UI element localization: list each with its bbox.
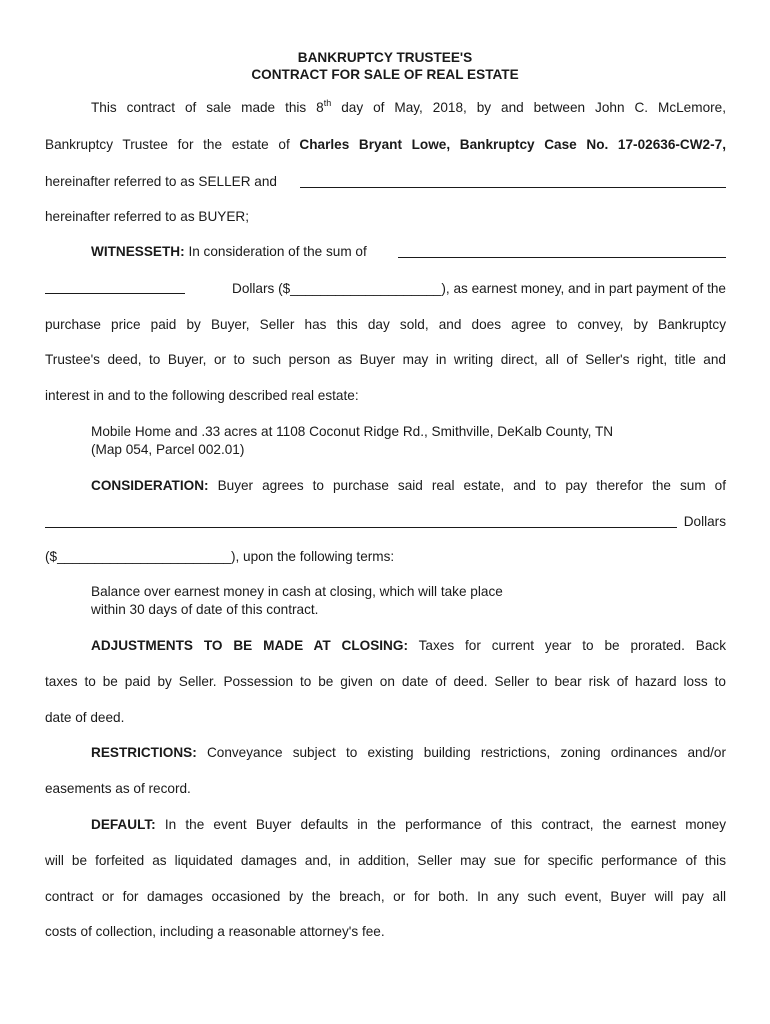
restrictions-label: RESTRICTIONS: xyxy=(91,745,197,760)
intro-line-3: hereinafter referred to as SELLER and xyxy=(45,174,277,189)
intro-line-4: hereinafter referred to as BUYER; xyxy=(45,209,249,224)
restrictions-line-2: easements as of record. xyxy=(45,781,191,796)
earnest-sum-blank[interactable] xyxy=(398,257,726,258)
default-line-3: contract or for damages occasioned by the breach, or for both. In any such event, Buyer will pay all xyxy=(45,889,726,904)
restrictions-line-1: RESTRICTIONS: Conveyance subject to existing building restrictions, zoning ordinances and/or xyxy=(91,745,727,760)
intro-line-1: This contract of sale made this 8th day of May, 2018, by and between John C. McLemore, xyxy=(91,98,726,115)
consideration-line-3: ($_______________________), upon the following terms: xyxy=(45,549,395,564)
property-line-2: (Map 054, Parcel 002.01) xyxy=(91,442,245,457)
witness-line-4: Trustee's deed, to Buyer, or to such person as Buyer may in writing direct, all of Seller's right, title and xyxy=(45,352,726,367)
consideration-label: CONSIDERATION: xyxy=(91,478,209,493)
document-title-line2: CONTRACT FOR SALE OF REAL ESTATE xyxy=(251,67,519,82)
witness-line-5: interest in and to the following described real estate: xyxy=(45,388,359,403)
adjustments-line-1: ADJUSTMENTS TO BE MADE AT CLOSING: Taxes for current year to be prorated. Back xyxy=(91,638,726,653)
default-line-1: DEFAULT: In the event Buyer defaults in the performance of this contract, the earnest money xyxy=(91,817,726,832)
witnesseth-label: WITNESSETH: xyxy=(91,244,185,259)
consideration-dollars: Dollars xyxy=(683,514,726,529)
buyer-name-blank[interactable] xyxy=(300,187,726,188)
default-line-2: will be forfeited as liquidated damages and, in addition, Seller may sue for specific performance of this xyxy=(45,853,726,868)
property-line-1: Mobile Home and .33 acres at 1108 Coconut Ridge Rd., Smithville, DeKalb County, TN xyxy=(91,424,614,439)
witness-line-1: WITNESSETH: In consideration of the sum of xyxy=(91,244,367,259)
witness-line-2: Dollars ($____________________), as earnest money, and in part payment of the xyxy=(232,281,726,296)
intro-line-2: Bankruptcy Trustee for the estate of Charles Bryant Lowe, Bankruptcy Case No. 17-02636-CW2-7, xyxy=(45,137,726,152)
debtor-name: Charles Bryant Lowe, Bankruptcy Case No. 17-02636-CW2-7, xyxy=(299,137,726,152)
terms-line-2: within 30 days of date of this contract. xyxy=(91,602,319,617)
earnest-words-blank[interactable] xyxy=(45,293,185,294)
adjustments-line-2: taxes to be paid by Seller. Possession to be given on date of deed. Seller to bear risk of hazard loss to xyxy=(45,674,726,689)
consideration-line-1: CONSIDERATION: Buyer agrees to purchase said real estate, and to pay therefor the sum of xyxy=(91,478,726,493)
consideration-sum-blank[interactable] xyxy=(45,527,677,528)
adjustments-label: ADJUSTMENTS TO BE MADE AT CLOSING: xyxy=(91,638,408,653)
default-line-4: costs of collection, including a reasonable attorney's fee. xyxy=(45,924,385,939)
document-title-line1: BANKRUPTCY TRUSTEE'S xyxy=(297,50,473,65)
default-label: DEFAULT: xyxy=(91,817,156,832)
adjustments-line-3: date of deed. xyxy=(45,710,125,725)
witness-line-3: purchase price paid by Buyer, Seller has this day sold, and does agree to convey, by Bankruptcy xyxy=(45,317,726,332)
terms-line-1: Balance over earnest money in cash at closing, which will take place xyxy=(91,584,503,599)
